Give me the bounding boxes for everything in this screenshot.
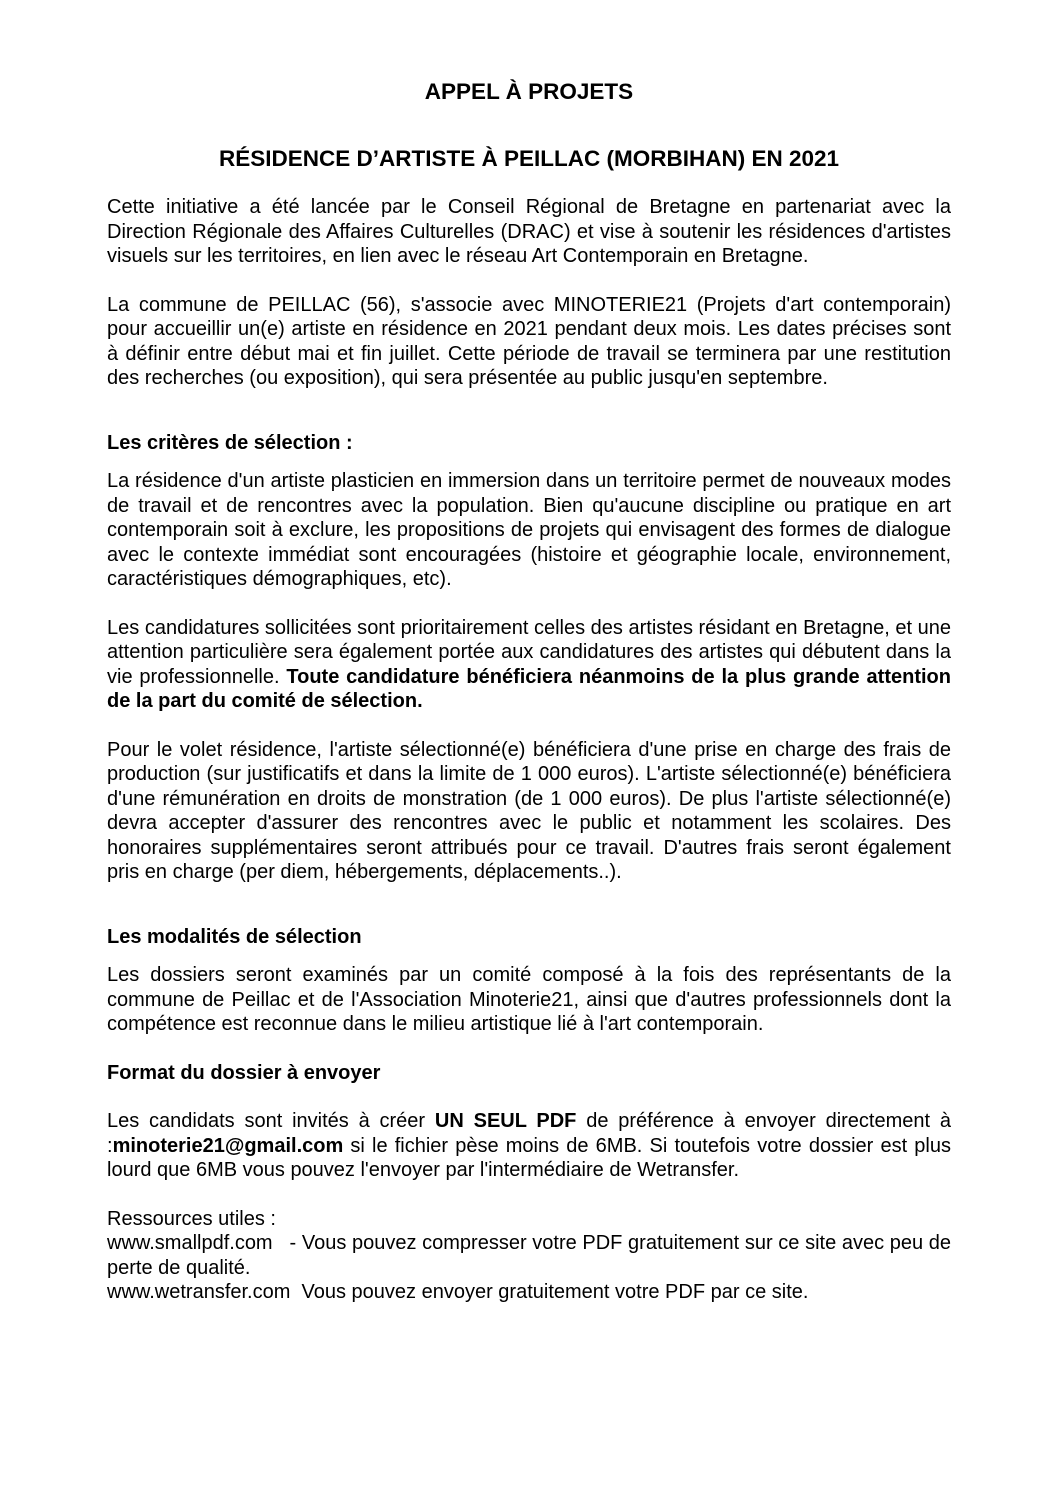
smallpdf-description: - Vous pouvez compresser votre PDF gratuitement sur ce site avec peu de perte de qualité. (107, 1232, 957, 1279)
wetransfer-description: Vous pouvez envoyer gratuitement votre PDF par ce site. (290, 1281, 809, 1303)
paragraph-dossiers-examines: Les dossiers seront examinés par un comité composé à la fois des représentants de la commune de Peillac et de l'Association Minoterie21, ainsi que d'autres professionnels dont la compétence est reconnue dans le milieu artistique lié à l'art contemporain. (107, 964, 951, 1035)
smallpdf-url: www.smallpdf.com (107, 1232, 273, 1254)
resources-section (107, 1207, 957, 1305)
document-subtitle: RÉSIDENCE D’ARTISTE À PEILLAC (MORBIHAN) EN 2021 (218, 146, 840, 171)
paragraph-volet-residence: Pour le volet résidence, l'artiste sélectionné(e) bénéficiera d'une prise en charge des frais de production (sur justificatifs et dans la limite de 1 000 euros). L'artiste sélectionné(e) bénéficiera d'une rémunération en droits de monstration (de 1 000 euros). De plus l'artiste sélectionné(e) devra accepter d'assurer des rencontres avec le public et notamment les scolaires. Des honoraires supplémentaires seront attribués pour ce travail. D'autres frais seront également pris en charge (per diem, hébergements, déplacements..). (107, 738, 951, 883)
wetransfer-url: www.wetransfer.com (107, 1281, 291, 1303)
heading-criteres-selection: Les critères de sélection : (107, 431, 353, 454)
resource-wetransfer-line (107, 1280, 951, 1305)
email-address: minoterie21@gmail.com (112, 1134, 344, 1157)
resources-heading: Ressources utiles : (107, 1207, 276, 1230)
envoi-text-1: Les candidats sont invités à créer (107, 1110, 435, 1132)
envoi-text-3: si le fichier pèse moins de 6MB. Si toutefois votre dossier est plus lourd que 6MB vous pouvez l'envoyer par l'intermédiaire de Wetransfer. (107, 1134, 951, 1181)
un-seul-pdf-bold: UN SEUL PDF (434, 1110, 577, 1132)
heading-modalites-selection: Les modalités de sélection (107, 925, 362, 948)
candidatures-bold-text: Toute candidature bénéficiera néanmoins de la plus grande attention de la part du comité de sélection. (107, 665, 951, 712)
paragraph-candidatures (107, 616, 951, 714)
paragraph-commune: La commune de PEILLAC (56), s'associe avec MINOTERIE21 (Projets d'art contemporain) pour accueillir un(e) artiste en résidence en 2021 pendant deux mois. Les dates précises sont à définir entre début mai et fin juillet. Cette période de travail se terminera par une restitution des recherches (ou exposition), qui sera présentée au public jusqu'en septembre. (107, 293, 951, 389)
envoi-text-2: de préférence à envoyer directement à : (107, 1110, 951, 1157)
document-title: APPEL À PROJETS (424, 79, 634, 104)
paragraph-intro: Cette initiative a été lancée par le Conseil Régional de Bretagne en partenariat avec la Direction Régionale des Affaires Culturelles (DRAC) et vise à soutenir les résidences d'artistes visuels sur les territoires, en lien avec le réseau Art Contemporain en Bretagne. (107, 196, 951, 267)
candidatures-text: Les candidatures sollicitées sont prioritairement celles des artistes résidant en Bretagne, et une attention particulière sera également portée aux candidatures des artistes qui débutent dans la vie professionnelle. (107, 616, 951, 688)
paragraph-envoi-pdf (107, 1109, 951, 1183)
resource-smallpdf-line (107, 1231, 957, 1280)
paragraph-residence-immersion: La résidence d'un artiste plasticien en immersion dans un territoire permet de nouveaux modes de travail et de rencontres avec la population. Bien qu'aucune discipline ou pratique en art contemporain soit à exclure, les propositions de projets qui envisagent des formes de dialogue avec le contexte immédiat sont encouragées (histoire et géographie locale, environnement, caractéristiques démographiques, etc). (107, 470, 951, 590)
heading-format-dossier: Format du dossier à envoyer (107, 1061, 381, 1084)
